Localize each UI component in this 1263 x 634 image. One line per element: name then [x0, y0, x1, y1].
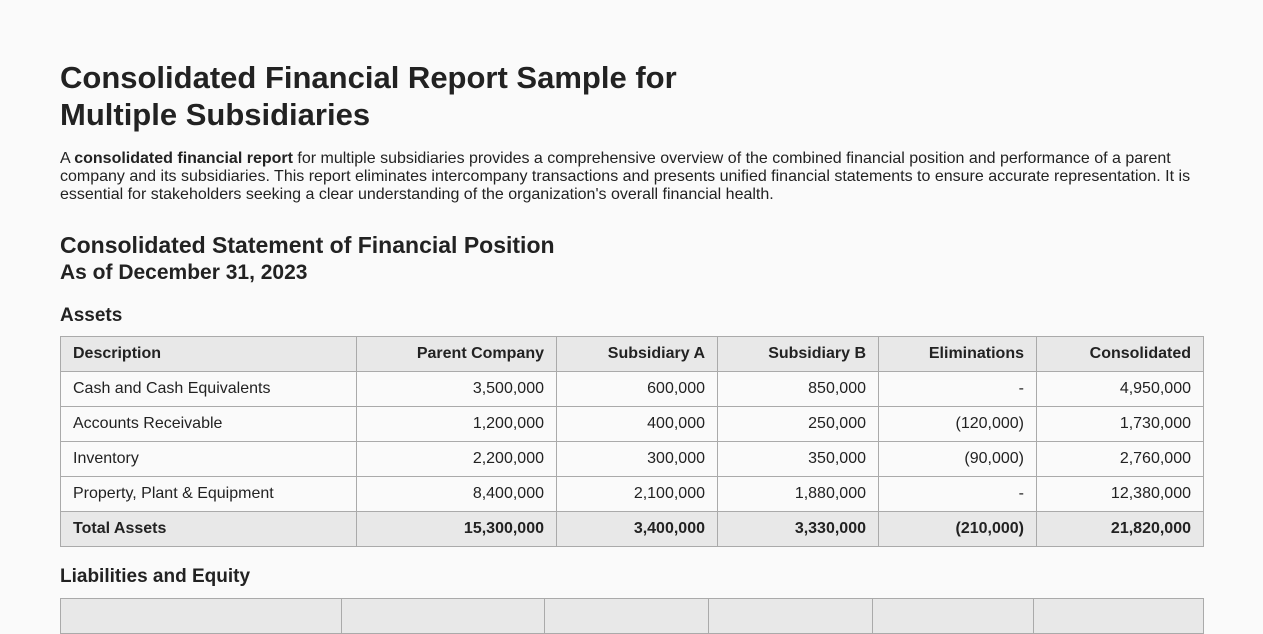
column-header: Consolidated: [1037, 337, 1204, 372]
table-cell: Cash and Cash Equivalents: [61, 372, 357, 407]
table-cell: 21,820,000: [1037, 512, 1204, 547]
column-header: Parent Company: [357, 337, 557, 372]
assets-heading: Assets: [60, 305, 123, 326]
statement-date: As of December 31, 2023: [60, 261, 308, 284]
table-cell: 350,000: [718, 442, 879, 477]
table-header-row: [61, 337, 1204, 372]
table-cell: Total Assets: [61, 512, 357, 547]
statement-title: Consolidated Statement of Financial Position: [60, 232, 555, 258]
page-title: Consolidated Financial Report Sample for Multiple Subsidiaries: [60, 60, 677, 132]
table-cell: 2,760,000: [1037, 442, 1204, 477]
table-cell: 400,000: [557, 407, 718, 442]
liabilities-table: [60, 598, 1204, 634]
intro-bold: consolidated financial report: [74, 150, 293, 167]
table-row: [61, 477, 1204, 512]
table-cell: 3,330,000: [718, 512, 879, 547]
table-cell: Inventory: [61, 442, 357, 477]
table-row: [61, 372, 1204, 407]
liabilities-heading: Liabilities and Equity: [60, 566, 251, 587]
column-header: Description: [61, 337, 357, 372]
table-row: [61, 407, 1204, 442]
table-cell: 250,000: [718, 407, 879, 442]
table-cell: -: [879, 477, 1037, 512]
table-cell: 3,500,000: [357, 372, 557, 407]
intro-rest: for multiple subsidiaries provides a comprehensive overview of the combined financial position and performance of a parent company and its subsidiaries. This report eliminates intercompany transactions and presents unified financial statements to ensure accurate representation. It is essential for stakeholders seeking a clear understanding of the organization's overall financial health.: [60, 150, 1191, 203]
table-cell: -: [879, 372, 1037, 407]
column-header: Subsidiary A: [557, 337, 718, 372]
table-cell: 3,400,000: [557, 512, 718, 547]
table-cell: (90,000): [879, 442, 1037, 477]
table-cell: 2,100,000: [557, 477, 718, 512]
table-cell: (210,000): [879, 512, 1037, 547]
table-cell: 600,000: [557, 372, 718, 407]
table-row: [61, 442, 1204, 477]
table-cell: 4,950,000: [1037, 372, 1204, 407]
assets-table: [60, 336, 1204, 547]
column-header: Subsidiary B: [718, 337, 879, 372]
table-cell: 8,400,000: [357, 477, 557, 512]
table-cell: 1,200,000: [357, 407, 557, 442]
table-cell: 12,380,000: [1037, 477, 1204, 512]
table-cell: 1,880,000: [718, 477, 879, 512]
table-cell: Property, Plant & Equipment: [61, 477, 357, 512]
intro-paragraph: [60, 150, 1203, 204]
total-row: [61, 512, 1204, 547]
table-cell: 2,200,000: [357, 442, 557, 477]
table-cell: 850,000: [718, 372, 879, 407]
table-cell: 15,300,000: [357, 512, 557, 547]
intro-prefix: A: [60, 150, 75, 167]
table-cell: 300,000: [557, 442, 718, 477]
table-cell: Accounts Receivable: [61, 407, 357, 442]
table-cell: 1,730,000: [1037, 407, 1204, 442]
table-cell: (120,000): [879, 407, 1037, 442]
column-header: Eliminations: [879, 337, 1037, 372]
